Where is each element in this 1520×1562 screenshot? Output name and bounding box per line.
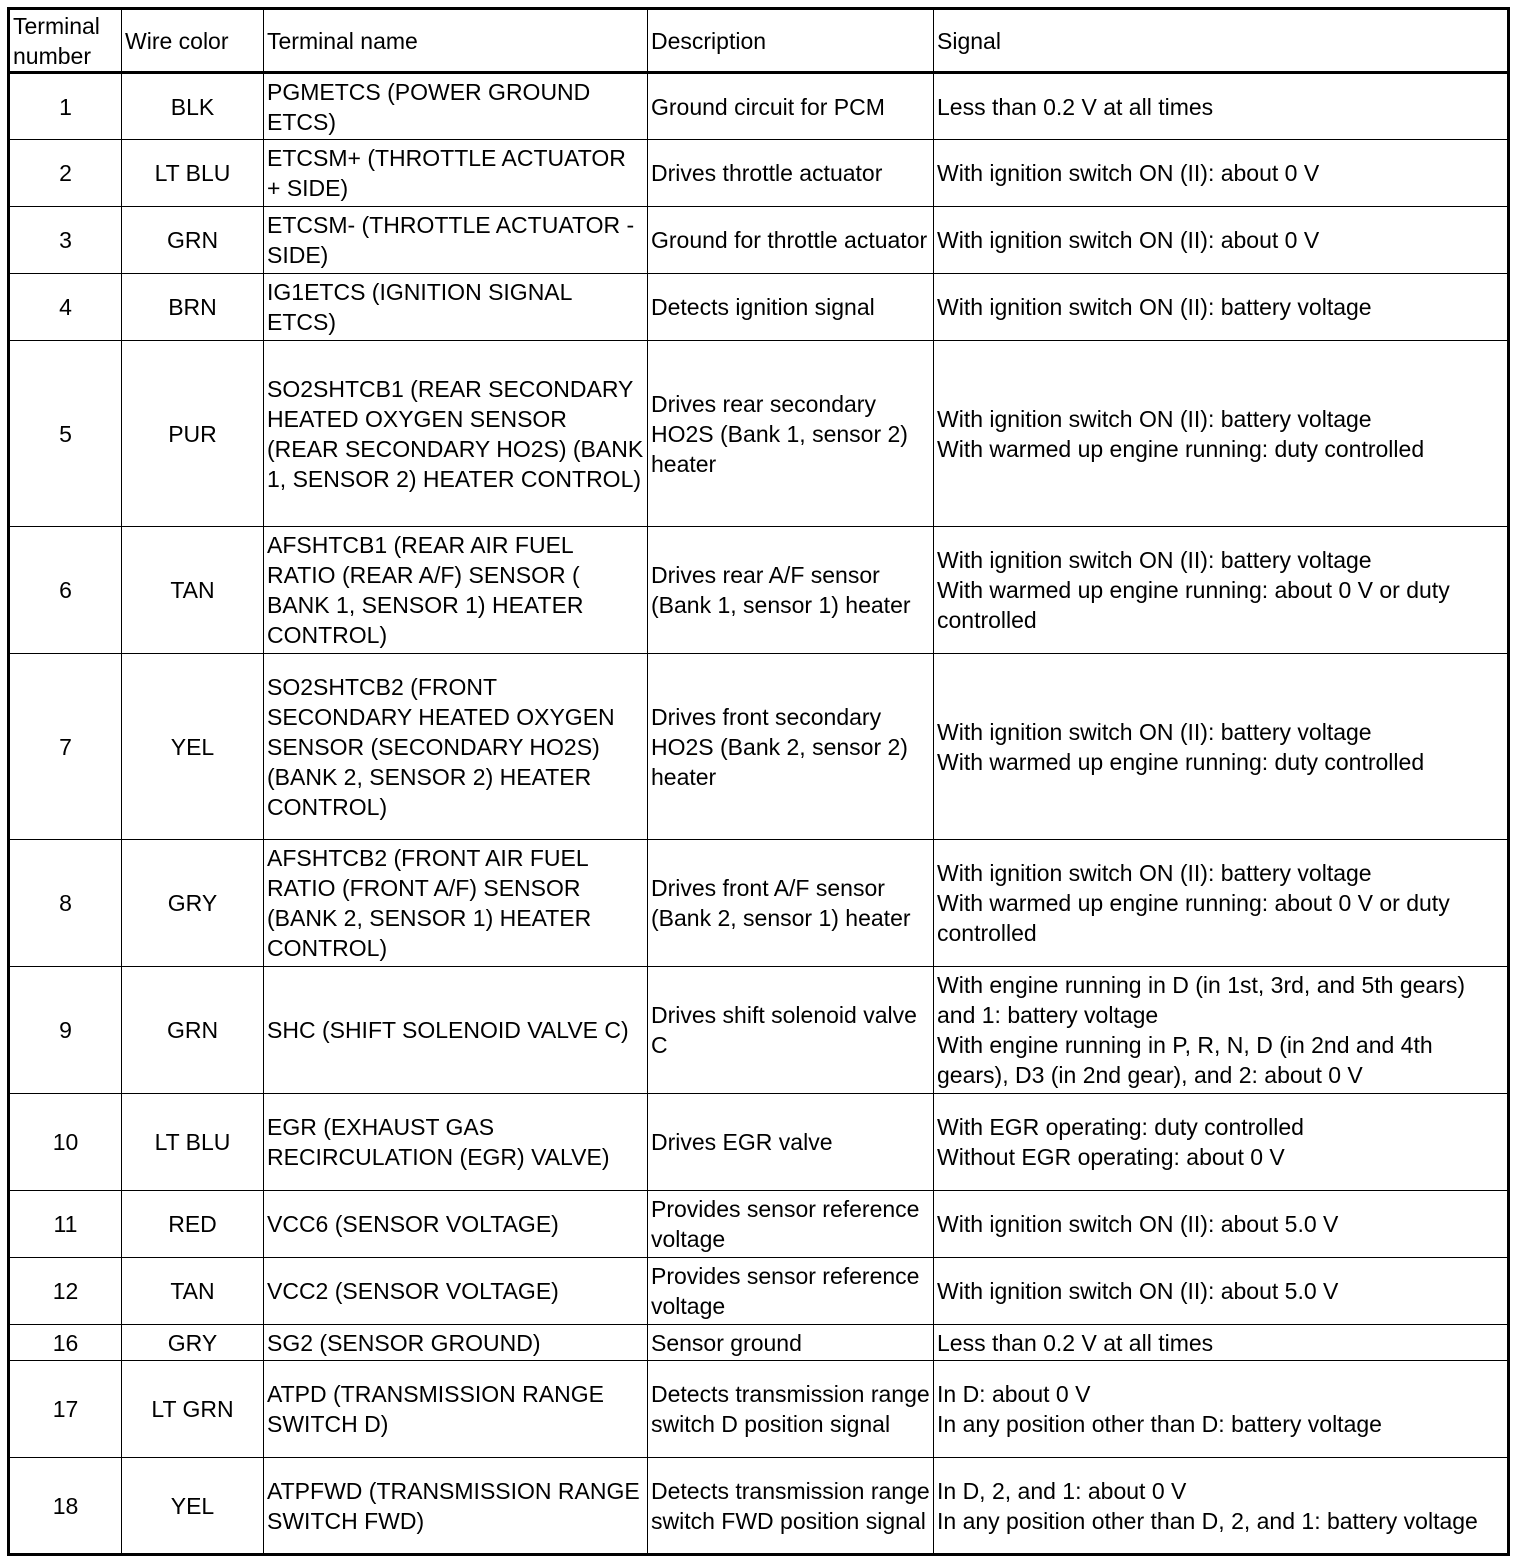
terminal-name-cell: ATPD (TRANSMISSION RANGE SWITCH D) <box>264 1361 648 1458</box>
signal-line: Less than 0.2 V at all times <box>937 93 1214 120</box>
wire-color-cell: TAN <box>122 1258 264 1325</box>
signal-line: With ignition switch ON (II): about 5.0 V <box>937 1278 1339 1304</box>
signal-line: With ignition switch ON (II): battery voltage <box>937 547 1372 573</box>
terminal-name-cell: SG2 (SENSOR GROUND) <box>264 1325 648 1361</box>
signal-line: With engine running in D (in 1st, 3rd, and 5th gears) and 1: battery voltage <box>937 972 1472 1028</box>
signal-cell <box>934 73 1509 140</box>
signal-line: With ignition switch ON (II): battery voltage <box>937 718 1372 745</box>
terminal-number-cell: 17 <box>9 1361 122 1458</box>
terminal-name-cell: PGMETCS (POWER GROUND ETCS) <box>264 73 648 140</box>
wire-color-cell: BLK <box>122 73 264 140</box>
signal-line: With ignition switch ON (II): battery voltage <box>937 294 1372 320</box>
description-cell: Drives front A/F sensor (Bank 2, sensor 1) heater <box>648 840 934 967</box>
table-row <box>9 207 1509 274</box>
terminal-number-cell: 6 <box>9 527 122 654</box>
description-cell: Drives front secondary HO2S (Bank 2, sensor 2) heater <box>648 654 934 840</box>
table-row <box>9 1325 1509 1361</box>
terminal-name-cell: VCC6 (SENSOR VOLTAGE) <box>264 1191 648 1258</box>
header-wire-color: Wire color <box>122 9 264 73</box>
wire-color-cell: BRN <box>122 274 264 341</box>
signal-cell <box>934 1258 1509 1325</box>
signal-line: With engine running in P, R, N, D (in 2nd and 4th gears), D3 (in 2nd gear), and 2: about 0 V <box>937 1032 1440 1088</box>
terminal-number-cell: 4 <box>9 274 122 341</box>
terminal-number-cell: 3 <box>9 207 122 274</box>
signal-line: With ignition switch ON (II): battery voltage <box>937 405 1372 432</box>
wire-color-cell: RED <box>122 1191 264 1258</box>
signal-cell <box>934 840 1509 967</box>
wire-color-cell: TAN <box>122 527 264 654</box>
description-cell: Drives rear secondary HO2S (Bank 1, sensor 2) heater <box>648 341 934 527</box>
terminal-number-cell: 10 <box>9 1094 122 1191</box>
table-row <box>9 73 1509 140</box>
terminal-name-cell: SO2SHTCB1 (REAR SECONDARY HEATED OXYGEN SENSOR (REAR SECONDARY HO2S) (BANK 1, SENSOR 2) HEATER CONTROL) <box>264 341 648 527</box>
table-row <box>9 1094 1509 1191</box>
signal-line: With ignition switch ON (II): about 0 V <box>937 160 1320 186</box>
terminal-number-cell: 5 <box>9 341 122 527</box>
wire-color-cell: GRN <box>122 207 264 274</box>
terminal-number-cell: 1 <box>9 73 122 140</box>
description-cell: Ground for throttle actuator <box>648 207 934 274</box>
description-cell: Detects transmission range switch FWD position signal <box>648 1458 934 1555</box>
signal-line: With warmed up engine running: about 0 V or duty controlled <box>937 577 1457 633</box>
description-cell: Drives EGR valve <box>648 1094 934 1191</box>
terminal-number-cell: 8 <box>9 840 122 967</box>
wire-color-cell: GRN <box>122 967 264 1094</box>
header-terminal-number: Terminal number <box>9 9 122 73</box>
wire-color-cell: LT GRN <box>122 1361 264 1458</box>
signal-line: In any position other than D: battery voltage <box>937 1411 1382 1437</box>
signal-line: In any position other than D, 2, and 1: battery voltage <box>937 1507 1478 1534</box>
terminal-name-cell: AFSHTCB2 (FRONT AIR FUEL RATIO (FRONT A/F) SENSOR (BANK 2, SENSOR 1) HEATER CONTROL) <box>264 840 648 967</box>
terminal-name-cell: IG1ETCS (IGNITION SIGNAL ETCS) <box>264 274 648 341</box>
table-header <box>9 9 1509 73</box>
table-row <box>9 967 1509 1094</box>
table-row <box>9 140 1509 207</box>
signal-line: Without EGR operating: about 0 V <box>937 1144 1285 1170</box>
signal-line: In D: about 0 V <box>937 1381 1091 1407</box>
signal-cell <box>934 207 1509 274</box>
signal-line: With warmed up engine running: duty controlled <box>937 435 1425 462</box>
terminal-name-cell: EGR (EXHAUST GAS RECIRCULATION (EGR) VALVE) <box>264 1094 648 1191</box>
table-row <box>9 1458 1509 1555</box>
terminal-number-cell: 16 <box>9 1325 122 1361</box>
signal-cell <box>934 341 1509 527</box>
wire-color-cell: LT BLU <box>122 1094 264 1191</box>
signal-cell <box>934 1458 1509 1555</box>
table-row <box>9 1361 1509 1458</box>
description-cell: Provides sensor reference voltage <box>648 1191 934 1258</box>
signal-cell <box>934 140 1509 207</box>
signal-line: With warmed up engine running: about 0 V or duty controlled <box>937 890 1457 946</box>
table-row <box>9 1258 1509 1325</box>
terminal-name-cell: ATPFWD (TRANSMISSION RANGE SWITCH FWD) <box>264 1458 648 1555</box>
terminal-name-cell: ETCSM- (THROTTLE ACTUATOR - SIDE) <box>264 207 648 274</box>
table-row <box>9 840 1509 967</box>
table-row <box>9 527 1509 654</box>
terminal-name-cell: SO2SHTCB2 (FRONT SECONDARY HEATED OXYGEN SENSOR (SECONDARY HO2S) (BANK 2, SENSOR 2) HEATER CONTROL) <box>264 654 648 840</box>
pin-table-container <box>7 7 1510 1556</box>
table-body <box>9 73 1509 1555</box>
signal-line: With ignition switch ON (II): battery voltage <box>937 860 1372 886</box>
terminal-table <box>7 7 1510 1556</box>
header-signal: Signal <box>934 9 1509 73</box>
terminal-number-cell: 18 <box>9 1458 122 1555</box>
header-row <box>9 9 1509 73</box>
wire-color-cell: YEL <box>122 1458 264 1555</box>
header-description: Description <box>648 9 934 73</box>
table-row <box>9 1191 1509 1258</box>
signal-cell <box>934 527 1509 654</box>
terminal-name-cell: ETCSM+ (THROTTLE ACTUATOR + SIDE) <box>264 140 648 207</box>
terminal-number-cell: 7 <box>9 654 122 840</box>
terminal-name-cell: SHC (SHIFT SOLENOID VALVE C) <box>264 967 648 1094</box>
signal-cell <box>934 654 1509 840</box>
description-cell: Provides sensor reference voltage <box>648 1258 934 1325</box>
terminal-name-cell: VCC2 (SENSOR VOLTAGE) <box>264 1258 648 1325</box>
signal-line: With warmed up engine running: duty controlled <box>937 748 1425 775</box>
description-cell: Drives rear A/F sensor (Bank 1, sensor 1) heater <box>648 527 934 654</box>
table-row <box>9 654 1509 840</box>
description-cell: Drives throttle actuator <box>648 140 934 207</box>
terminal-number-cell: 9 <box>9 967 122 1094</box>
signal-line: With ignition switch ON (II): about 5.0 V <box>937 1211 1339 1237</box>
terminal-number-cell: 2 <box>9 140 122 207</box>
terminal-number-cell: 11 <box>9 1191 122 1258</box>
signal-cell <box>934 1191 1509 1258</box>
signal-cell <box>934 274 1509 341</box>
signal-line: Less than 0.2 V at all times <box>937 1329 1214 1356</box>
wire-color-cell: GRY <box>122 1325 264 1361</box>
signal-cell <box>934 1361 1509 1458</box>
wire-color-cell: YEL <box>122 654 264 840</box>
description-cell: Detects ignition signal <box>648 274 934 341</box>
signal-cell <box>934 1325 1509 1361</box>
description-cell: Ground circuit for PCM <box>648 73 934 140</box>
description-cell: Sensor ground <box>648 1325 934 1361</box>
header-terminal-name: Terminal name <box>264 9 648 73</box>
terminal-name-cell: AFSHTCB1 (REAR AIR FUEL RATIO (REAR A/F) SENSOR ( BANK 1, SENSOR 1) HEATER CONTROL) <box>264 527 648 654</box>
terminal-number-cell: 12 <box>9 1258 122 1325</box>
description-cell: Detects transmission range switch D position signal <box>648 1361 934 1458</box>
table-row <box>9 274 1509 341</box>
signal-line: In D, 2, and 1: about 0 V <box>937 1477 1187 1504</box>
signal-cell <box>934 967 1509 1094</box>
table-row <box>9 341 1509 527</box>
signal-line: With EGR operating: duty controlled <box>937 1114 1304 1140</box>
signal-line: With ignition switch ON (II): about 0 V <box>937 227 1320 253</box>
description-cell: Drives shift solenoid valve C <box>648 967 934 1094</box>
wire-color-cell: GRY <box>122 840 264 967</box>
wire-color-cell: PUR <box>122 341 264 527</box>
wire-color-cell: LT BLU <box>122 140 264 207</box>
signal-cell <box>934 1094 1509 1191</box>
